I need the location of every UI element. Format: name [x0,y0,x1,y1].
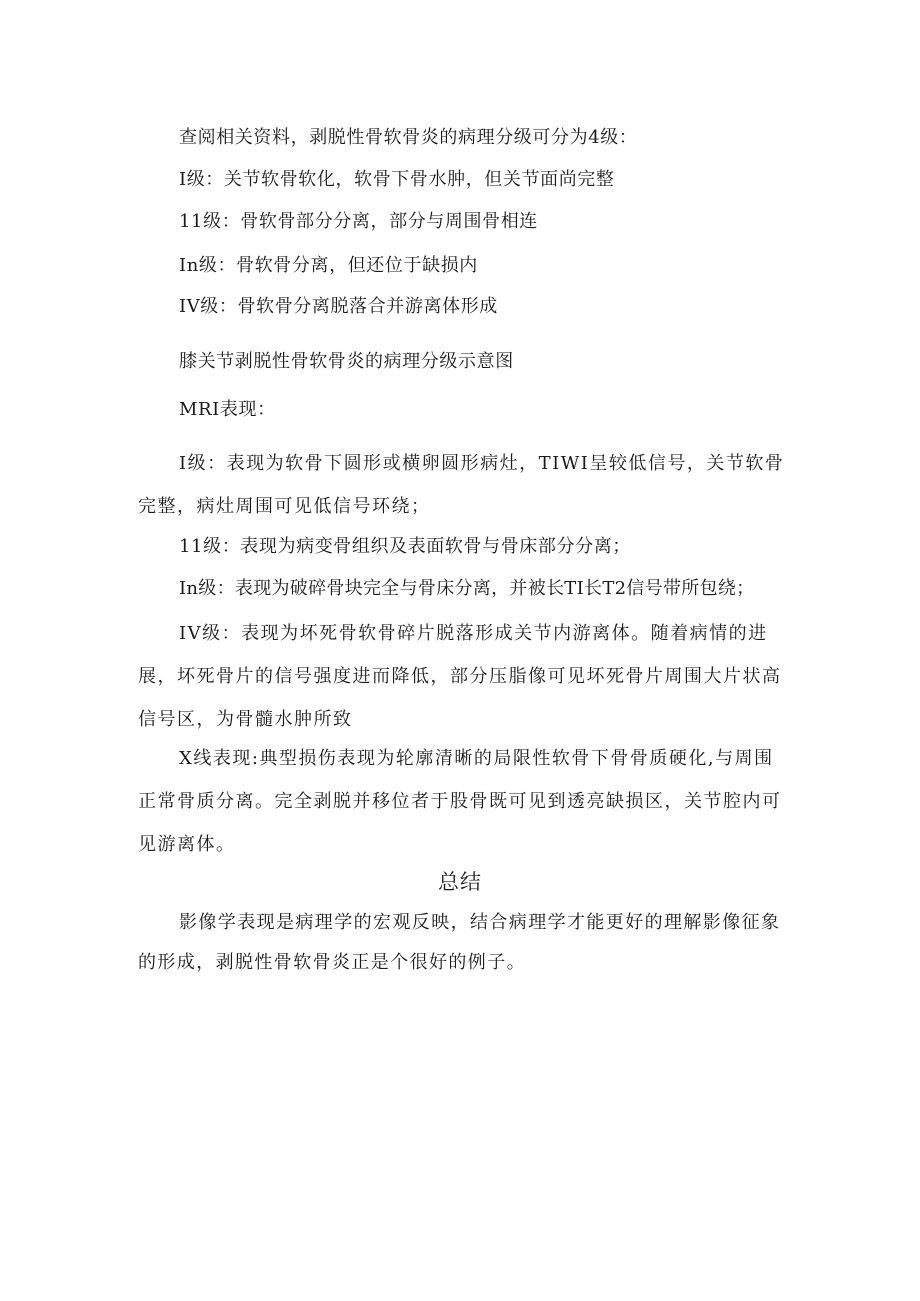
figure-caption: 膝关节剥脱性骨软骨炎的病理分级示意图 [179,351,514,372]
grading-level-2: 11级：骨软骨部分分离，部分与周围骨相连 [179,211,538,232]
grading-intro: 查阅相关资料，剥脱性骨软骨炎的病理分级可分为4级： [179,127,638,148]
mri-grade-2-paragraph: 11级：表现为病变骨组织及表面软骨与骨床部分分离； [179,536,631,557]
xray-paragraph: X线表现:典型损伤表现为轮廓清晰的局限性软骨下骨骨质硬化,与周围正常骨质分离。完全剥脱并移位者于股骨既可见到透亮缺损区，关节腔内可见游离体。 [138,748,782,855]
grading-level-1: I级：关节软骨软化，软骨下骨水肿，但关节面尚完整 [179,169,615,190]
mri-section-title: MRI表现： [179,399,276,420]
mri-grade-4-paragraph: IV级：表现为坏死骨软骨碎片脱落形成关节内游离体。随着病情的进展，坏死骨片的信号强度进而降低，部分压脂像可见坏死骨片周围大片状高信号区，为骨髓水肿所致 [138,623,782,730]
grading-level-3: In级：骨软骨分离，但还位于缺损内 [179,255,478,276]
mri-grade-3-paragraph: In级：表现为破碎骨块完全与骨床分离，并被长TI长T2信号带所包绕； [179,578,755,599]
mri-grade-1-paragraph: I级：表现为软骨下圆形或横卵圆形病灶，TIWI呈较低信号，关节软骨完整，病灶周围可见低信号环绕； [138,453,785,517]
grading-level-4: IV级：骨软骨分离脱落合并游离体形成 [179,296,498,317]
summary-heading: 总结 [438,870,482,894]
summary-paragraph: 影像学表现是病理学的宏观反映，结合病理学才能更好的理解影像征象的形成，剥脱性骨软骨炎正是个很好的例子。 [138,912,781,973]
